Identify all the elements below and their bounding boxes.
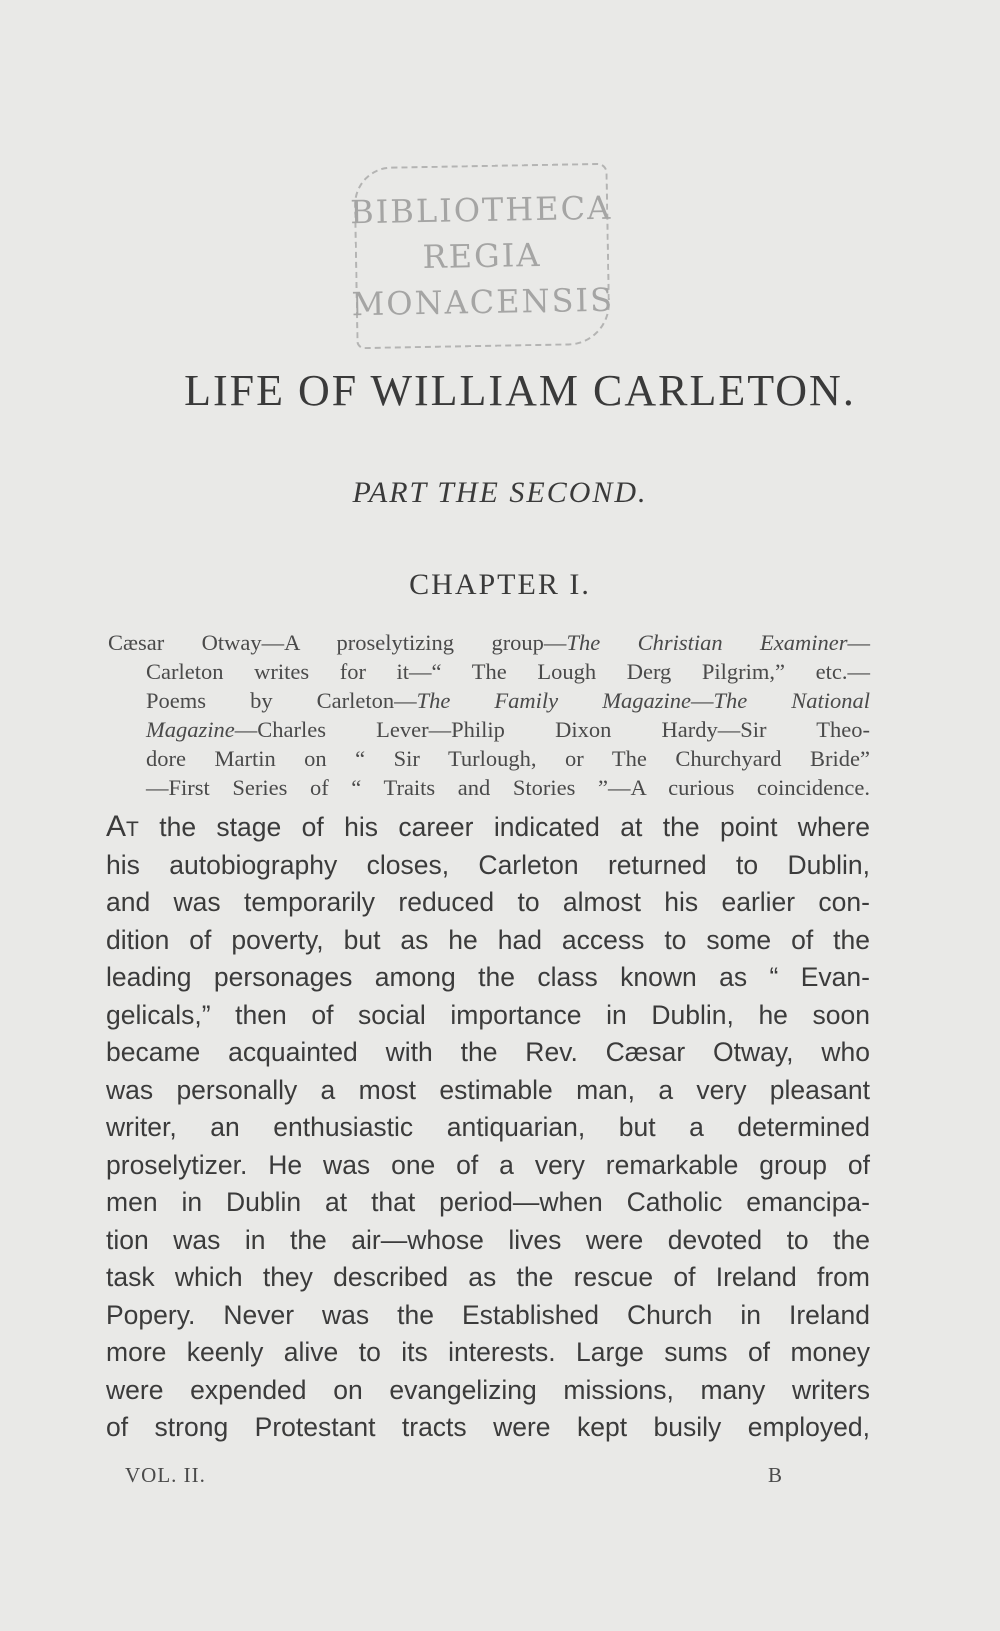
body-line: and was temporarily reduced to almost his earlier con-: [106, 887, 870, 917]
body-line: were expended on evangelizing missions, many writers: [106, 1374, 870, 1405]
synopsis-line: Cæsar Otway—A proselytizing group—The Christian Examiner—: [108, 630, 870, 655]
chapter-heading: CHAPTER I.: [409, 568, 591, 601]
body-line: dition of poverty, but as he had access to some of the: [106, 924, 870, 955]
body-line: was personally a most estimable man, a very pleasant: [106, 1074, 870, 1105]
signature-mark: B: [768, 1463, 784, 1487]
body-line: more keenly alive to its interests. Large sums of money: [106, 1337, 870, 1367]
body-line: his autobiography closes, Carleton returned to Dublin,: [106, 849, 870, 880]
body-line: men in Dublin at that period—when Catholic emancipa-: [106, 1187, 870, 1217]
synopsis-line: Poems by Carleton—The Family Magazine—The National: [146, 688, 871, 713]
volume-marker: VOL. II.: [125, 1463, 206, 1487]
body-text: [106, 808, 870, 1447]
body-line: proselytizer. He was one of a very remarkable group of: [106, 1149, 870, 1180]
synopsis-line: —First Series of “ Traits and Stories ”—A curious coincidence.: [146, 775, 870, 800]
body-line: leading personages among the class known as “ Evan-: [106, 962, 870, 992]
body-line: Popery. Never was the Established Church in Ireland: [106, 1299, 870, 1330]
chapter-synopsis: [108, 628, 870, 802]
book-title: LIFE OF WILLIAM CARLETON.: [184, 366, 856, 415]
synopsis-line: dore Martin on “ Sir Turlough, or The Churchyard Bride”: [146, 746, 870, 771]
part-heading: PART THE SECOND.: [352, 476, 648, 509]
stamp-line-3: MONACENSIS: [351, 280, 615, 324]
body-line: of strong Protestant tracts were kept busily employed,: [106, 1412, 870, 1442]
synopsis-line: Carleton writes for it—“ The Lough Derg Pilgrim,” etc.—: [146, 659, 870, 684]
synopsis-line: Magazine—Charles Lever—Philip Dixon Hardy—Sir Theo-: [146, 717, 870, 742]
body-line: task which they described as the rescue of Ireland from: [106, 1262, 870, 1292]
drop-cap: At: [106, 810, 139, 843]
body-line: tion was in the air—whose lives were devoted to the: [106, 1224, 870, 1255]
library-stamp: [349, 163, 615, 349]
body-line: became acquainted with the Rev. Cæsar Otway, who: [106, 1037, 870, 1067]
body-line: At the stage of his career indicated at the point where: [106, 810, 870, 843]
stamp-line-2: REGIA: [422, 235, 542, 277]
stamp-line-1: BIBLIOTHECA: [349, 188, 613, 232]
body-line: writer, an enthusiastic antiquarian, but a determined: [106, 1112, 870, 1142]
body-line: gelicals,” then of social importance in Dublin, he soon: [106, 999, 870, 1030]
